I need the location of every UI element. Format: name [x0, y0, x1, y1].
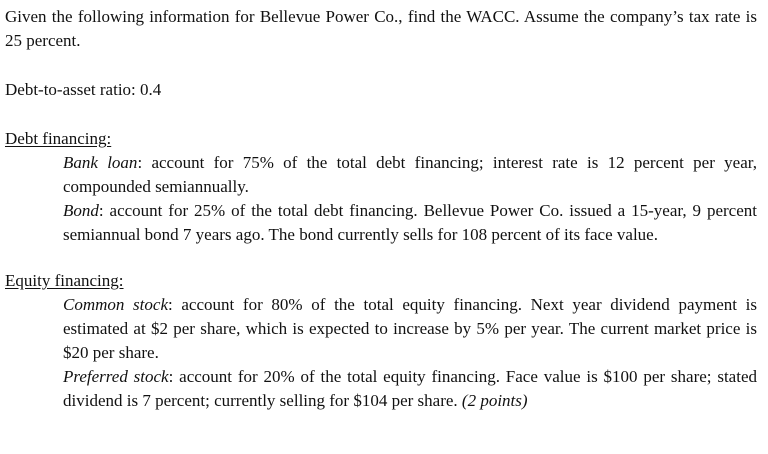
bank-loan-term: Bank loan	[63, 153, 138, 172]
equity-financing-section	[5, 269, 757, 413]
preferred-stock-text: : account for 20% of the total equity financing. Face value is $100 per share; stated dividend is 7 percent; currently selling for $104 per share.	[63, 367, 757, 410]
bond-text: : account for 25% of the total debt financing. Bellevue Power Co. issued a 15-year, 9 percent semiannual bond 7 years ago. The bond currently sells for 108 percent of its face value.	[63, 201, 757, 244]
bond-paragraph	[63, 199, 757, 247]
bond-term: Bond	[63, 201, 99, 220]
common-stock-text: : account for 80% of the total equity financing. Next year dividend payment is estimated at $2 per share, which is expected to increase by 5% per year. The current market price is $20 per share.	[63, 295, 757, 362]
preferred-stock-term: Preferred stock	[63, 367, 169, 386]
common-stock-term: Common stock	[63, 295, 168, 314]
equity-financing-heading: Equity financing:	[5, 271, 124, 290]
debt-financing-section	[5, 127, 757, 247]
preferred-stock-paragraph	[63, 365, 757, 413]
question-intro: Given the following information for Bellevue Power Co., find the WACC. Assume the company’s tax rate is 25 percent.	[5, 7, 757, 50]
debt-financing-heading: Debt financing:	[5, 129, 112, 148]
bank-loan-paragraph	[63, 151, 757, 199]
bank-loan-text: : account for 75% of the total debt financing; interest rate is 12 percent per year, compounded semiannually.	[63, 153, 757, 196]
debt-to-asset-ratio: Debt-to-asset ratio: 0.4	[5, 80, 162, 99]
common-stock-paragraph	[63, 293, 757, 365]
points-value: (2 points)	[461, 391, 528, 410]
question-document	[5, 5, 757, 435]
